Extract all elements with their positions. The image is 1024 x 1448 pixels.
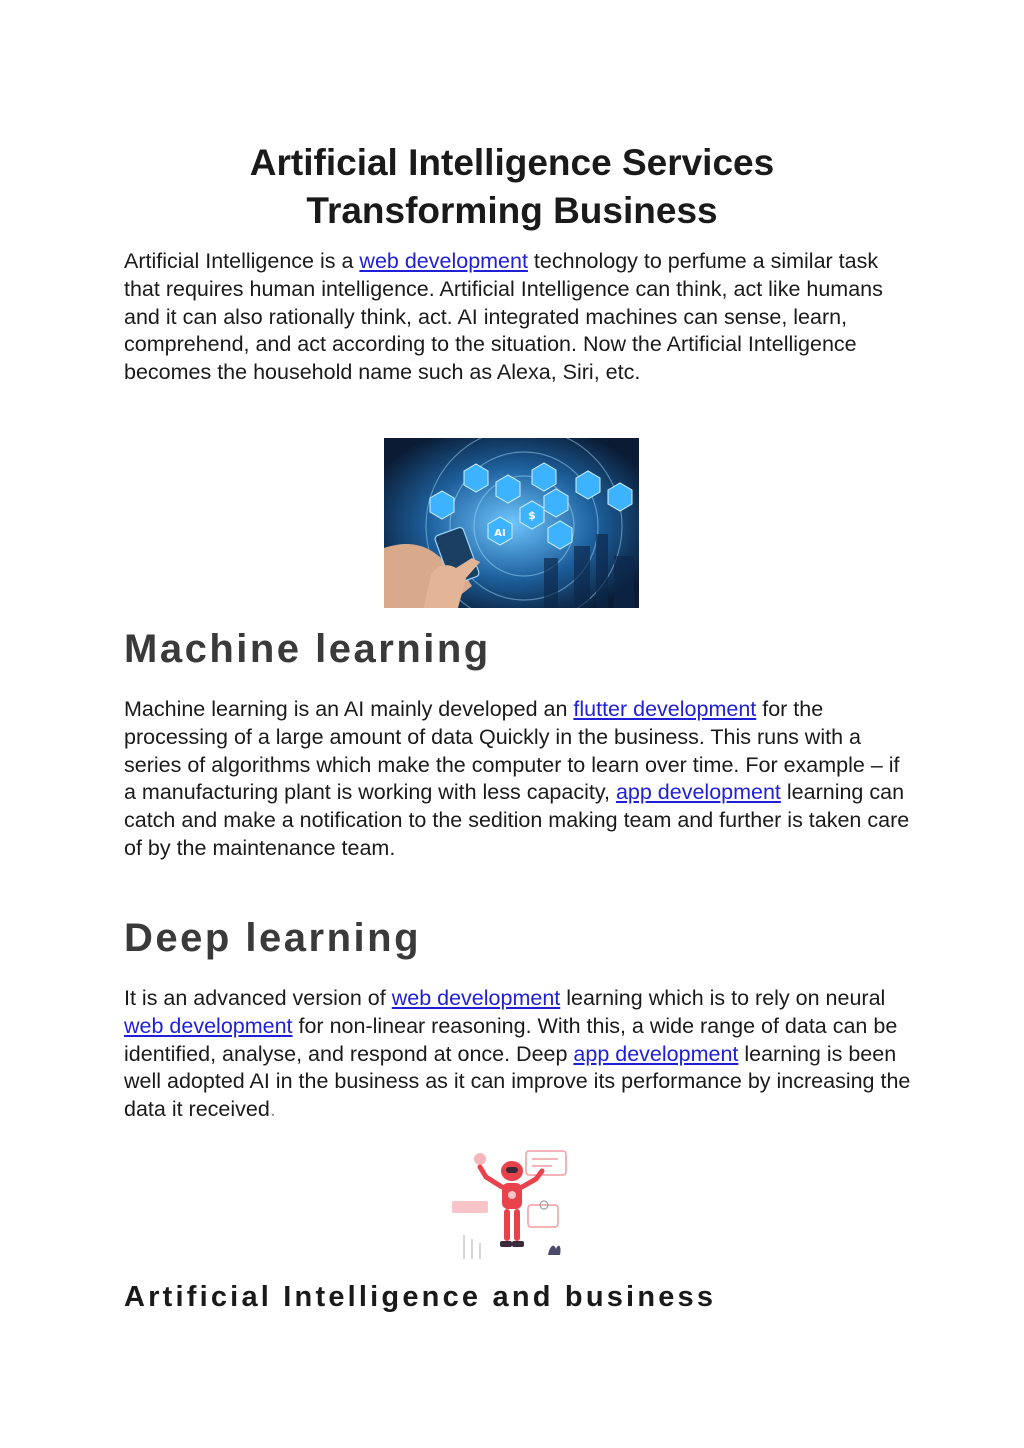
deep-learning-heading: Deep learning: [124, 916, 422, 960]
intro-text-2: technology to perfume a similar task that requires human intelligence. Artificial Intelligence can think, act like humans and it can also rationally think, act. AI integrated machines can sense, learn, comprehend, and act according to the situation. Now the Artificial Intelligence becomes the household name such as Alexa, Siri, etc.: [124, 249, 883, 385]
app-development-link[interactable]: app development: [573, 1041, 739, 1066]
title-line-1: Artificial Intelligence Services: [249, 142, 775, 183]
dl-text-3: for non-linear reasoning. With this, a wide range of data can be identified, analyse, and respond at once. Deep: [124, 1013, 898, 1066]
intro-paragraph: [124, 248, 914, 387]
ai-business-heading: Artificial Intelligence and business: [124, 1281, 717, 1313]
ml-text-1: Machine learning is an AI mainly developed an: [124, 697, 574, 721]
ml-text-2: for the processing of a large amount of data Quickly in the business. This runs with a series of algorithms which make the computer to learn over time. For example – if a manufacturing plant is working with less capacity,: [124, 697, 900, 805]
machine-learning-heading: Machine learning: [124, 627, 491, 671]
web-development-link[interactable]: web development: [391, 986, 561, 1010]
web-development-link[interactable]: web development: [124, 1013, 293, 1038]
title-line-2: Transforming Business: [306, 190, 718, 231]
dl-text-2: learning which is to rely on neural: [560, 986, 886, 1010]
robot-illustration: [428, 1145, 596, 1263]
dl-text-1: It is an advanced version of: [124, 986, 392, 1010]
ai-hex-label: AI: [494, 528, 506, 539]
ml-text-3: learning can catch and make a notification to the sedition making team and further is taken care of by the maintenance team.: [124, 780, 910, 860]
end-mark: .: [269, 1097, 276, 1122]
ai-technology-image: [384, 438, 639, 608]
app-development-link[interactable]: app development: [615, 780, 781, 805]
dl-text-4: learning is been well adopted AI in the business as it can improve its performance by increasing the data it received: [124, 1041, 911, 1122]
flutter-development-link[interactable]: flutter development: [573, 697, 757, 721]
deep-learning-paragraph: [124, 985, 914, 1124]
svg-text:$: $: [528, 509, 536, 522]
machine-learning-paragraph: [124, 696, 914, 863]
page-title: [124, 139, 900, 235]
intro-text-1: Artificial Intelligence is a: [124, 249, 360, 273]
web-development-link[interactable]: web development: [359, 249, 528, 273]
